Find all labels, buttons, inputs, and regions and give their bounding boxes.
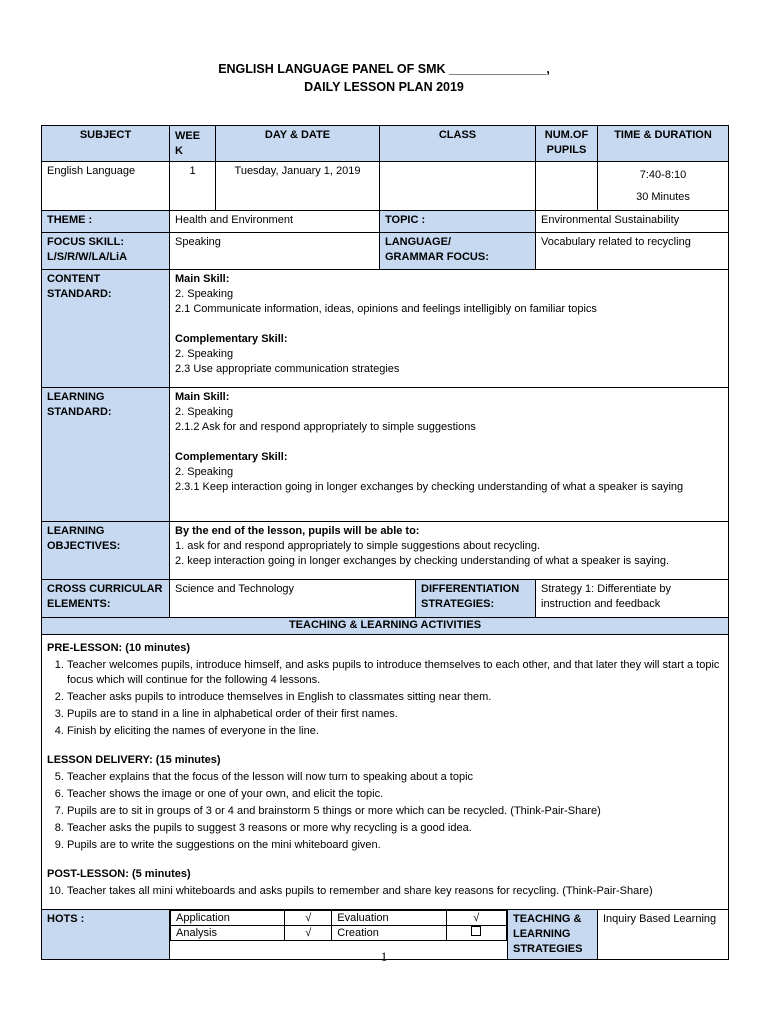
content-standard-value [170,270,729,388]
time-cell [598,162,729,211]
check-icon: √ [446,911,507,926]
strategies-label: TEACHING & LEARNING STRATEGIES [508,910,598,960]
lesson-delivery-step: 6. Teacher shows the image or one of your own, and elicit the topic. [67,787,723,802]
pre-lesson-step: 3. Pupils are to stand in a line in alphabetical order of their first names. [67,707,723,722]
lesson-delivery-step: 8. Teacher asks the pupils to suggest 3 reasons or more why recycling is a good idea. [67,821,723,836]
document-title-line1: ENGLISH LANGUAGE PANEL OF SMK ______________, [218,62,550,76]
topic-value: Environmental Sustainability [536,211,729,233]
differentiation-label: DIFFERENTIATION STRATEGIES: [416,580,536,618]
theme-label: THEME : [42,211,170,233]
activities-title: TEACHING & LEARNING ACTIVITIES [42,618,729,635]
learning-comp-skill-title: Complementary Skill: [175,451,288,463]
class-header: CLASS [380,126,536,162]
learning-standard-value [170,388,729,522]
hots-item-name: Analysis [171,926,285,941]
lesson-delivery-step: 7. Pupils are to sit in groups of 3 or 4 and brainstorm 5 things or more which can be recycled. (Think-Pair-Share) [67,804,723,819]
differentiation-value: Strategy 1: Differentiate by instruction and feedback [536,580,729,618]
topic-label: TOPIC : [380,211,536,233]
learning-main-skill-title: Main Skill: [175,391,230,403]
week-value: 1 [170,162,216,211]
lesson-plan-table [41,125,729,960]
learning-comp-line: 2.3.1 Keep interaction going in longer exchanges by checking understanding of what a speaker is saying [175,481,684,493]
objective-item: 1. ask for and respond appropriately to simple suggestions about recycling. [175,540,541,552]
hots-item-name: Evaluation [332,911,446,926]
duration-value: 30 Minutes [636,191,690,203]
post-lesson-title: POST-LESSON: (5 minutes) [47,868,191,880]
subject-value: English Language [42,162,170,211]
lesson-delivery-step: 9. Pupils are to write the suggestions on the mini whiteboard given. [67,838,723,853]
day-date-header: DAY & DATE [216,126,380,162]
lesson-delivery-step: 5. Teacher explains that the focus of the lesson will now turn to speaking about a topic [67,770,723,785]
learning-objectives-label: LEARNING OBJECTIVES: [42,522,170,580]
activities-body [42,635,729,910]
cross-curricular-label: CROSS CURRICULAR ELEMENTS: [42,580,170,618]
hots-item-name: Creation [332,926,446,941]
pre-lesson-title: PRE-LESSON: (10 minutes) [47,642,191,654]
week-header: WEE K [170,126,216,162]
focus-skill-label: FOCUS SKILL: L/S/R/W/LA/LiA [42,233,170,270]
post-lesson-step: 10. Teacher takes all mini whiteboards and asks pupils to remember and share key reasons for recycling. (Think-Pair-Share) [67,884,723,899]
hots-label: HOTS : [42,910,170,960]
cross-curricular-value: Science and Technology [170,580,416,618]
content-main-line: 2.1 Communicate information, ideas, opinions and feelings intelligibly on familiar topics [175,303,597,315]
content-standard-label: CONTENT STANDARD: [42,270,170,388]
content-comp-line: 2. Speaking [175,348,234,360]
page-number: 1 [380,949,388,964]
learning-main-line: 2. Speaking [175,406,234,418]
date-value: Tuesday, January 1, 2019 [216,162,380,211]
learning-main-line: 2.1.2 Ask for and respond appropriately to simple suggestions [175,421,476,433]
pre-lesson-step: 4. Finish by eliciting the names of everyone in the line. [67,724,723,739]
time-value: 7:40-8:10 [639,169,687,181]
empty-checkbox-icon [471,926,481,936]
check-icon: √ [285,911,332,926]
learning-objectives-value [170,522,729,580]
content-main-line: 2. Speaking [175,288,234,300]
objectives-intro: By the end of the lesson, pupils will be able to: [175,525,420,537]
lesson-delivery-title: LESSON DELIVERY: (15 minutes) [47,754,221,766]
num-pupils-header: NUM.OF PUPILS [536,126,598,162]
check-icon: √ [285,926,332,941]
learning-comp-line: 2. Speaking [175,466,234,478]
subject-header: SUBJECT [42,126,170,162]
document-title-line2: DAILY LESSON PLAN 2019 [304,80,464,94]
time-duration-header: TIME & DURATION [598,126,729,162]
pre-lesson-step: 2. Teacher asks pupils to introduce themselves in English to classmates sitting near them. [67,690,723,705]
language-focus-value: Vocabulary related to recycling [536,233,729,270]
objective-item: 2. keep interaction going in longer exchanges by checking understanding of what a speaker is saying. [175,555,670,567]
focus-skill-value: Speaking [170,233,380,270]
theme-value: Health and Environment [170,211,380,233]
content-comp-line: 2.3 Use appropriate communication strategies [175,363,400,375]
strategies-value: Inquiry Based Learning [598,910,729,960]
content-comp-skill-title: Complementary Skill: [175,333,288,345]
pre-lesson-step: 1. Teacher welcomes pupils, introduce himself, and asks pupils to introduce themselves to each other, and that later they will start a topic focus which will continue for the following 4 lessons. [67,658,723,688]
language-focus-label: LANGUAGE/ GRAMMAR FOCUS: [380,233,536,270]
hots-item-name: Application [171,911,285,926]
pupils-value [536,162,598,211]
learning-standard-label: LEARNING STANDARD: [42,388,170,522]
content-main-skill-title: Main Skill: [175,273,230,285]
class-value [380,162,536,211]
